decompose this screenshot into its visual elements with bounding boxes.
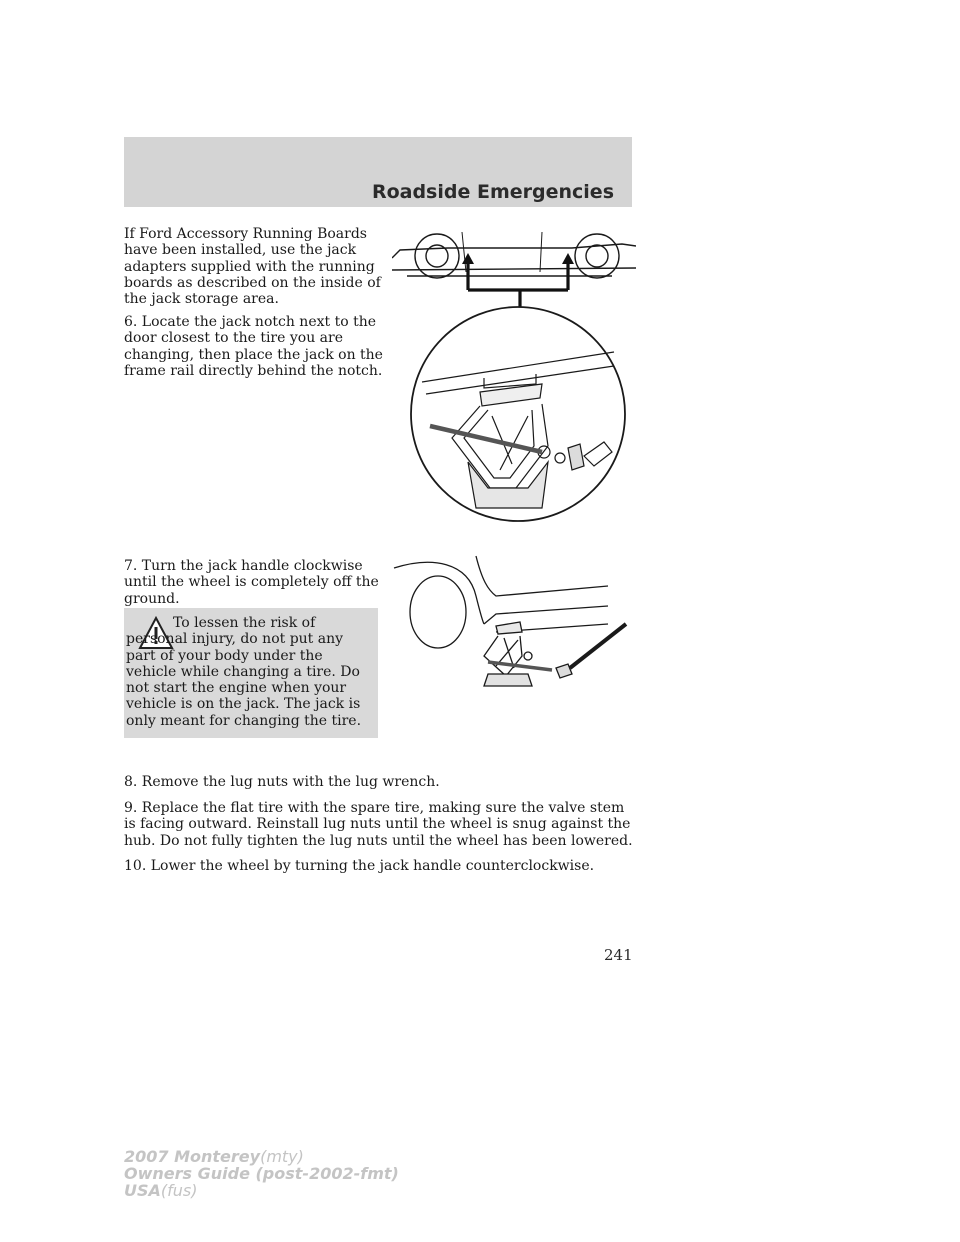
footer-model: 2007 Monterey: [124, 1147, 261, 1166]
running-boards-paragraph: If Ford Accessory Running Boards have been installed, use the jack adapters supplied with the running boards as described on the inside of the jack storage area.: [124, 226, 381, 308]
footer-market-line: [124, 1182, 399, 1199]
warning-box: [124, 608, 378, 738]
jack-placement-illustration: [392, 226, 636, 528]
jack-raising-vehicle-illustration: [392, 550, 636, 690]
page-number: 241: [604, 946, 633, 964]
step-9-paragraph: 9. Replace the flat tire with the spare tire, making sure the valve stem is facing outward. Reinstall lug nuts until the wheel is snug against the hub. Do not fully tighten the lug nuts until the wheel has been lowered.: [124, 800, 633, 849]
section-title: Roadside Emergencies: [371, 181, 614, 203]
footer-model-code: (mty): [260, 1147, 304, 1166]
step-7-paragraph: 7. Turn the jack handle clockwise until the wheel is completely off the ground.: [124, 558, 379, 607]
footer-market-code: (fus): [160, 1181, 198, 1200]
warning-text: To lessen the risk of personal injury, do not put any part of your body under the vehicle while changing a tire. Do not start the engine when your vehicle is on the jack. The jack is only meant for changing the tire.: [126, 615, 362, 729]
header-band: [124, 137, 632, 207]
footer-market: USA: [124, 1181, 161, 1200]
step-8-paragraph: 8. Remove the lug nuts with the lug wrench.: [124, 774, 440, 790]
footer-model-line: [124, 1148, 399, 1165]
step-6-paragraph: 6. Locate the jack notch next to the door closest to the tire you are changing, then place the jack on the frame rail directly behind the notch.: [124, 314, 383, 379]
step-10-paragraph: 10. Lower the wheel by turning the jack handle counterclockwise.: [124, 858, 595, 874]
footer-guide: Owners Guide (post-2002-fmt): [124, 1164, 399, 1183]
footer: [124, 1148, 399, 1199]
